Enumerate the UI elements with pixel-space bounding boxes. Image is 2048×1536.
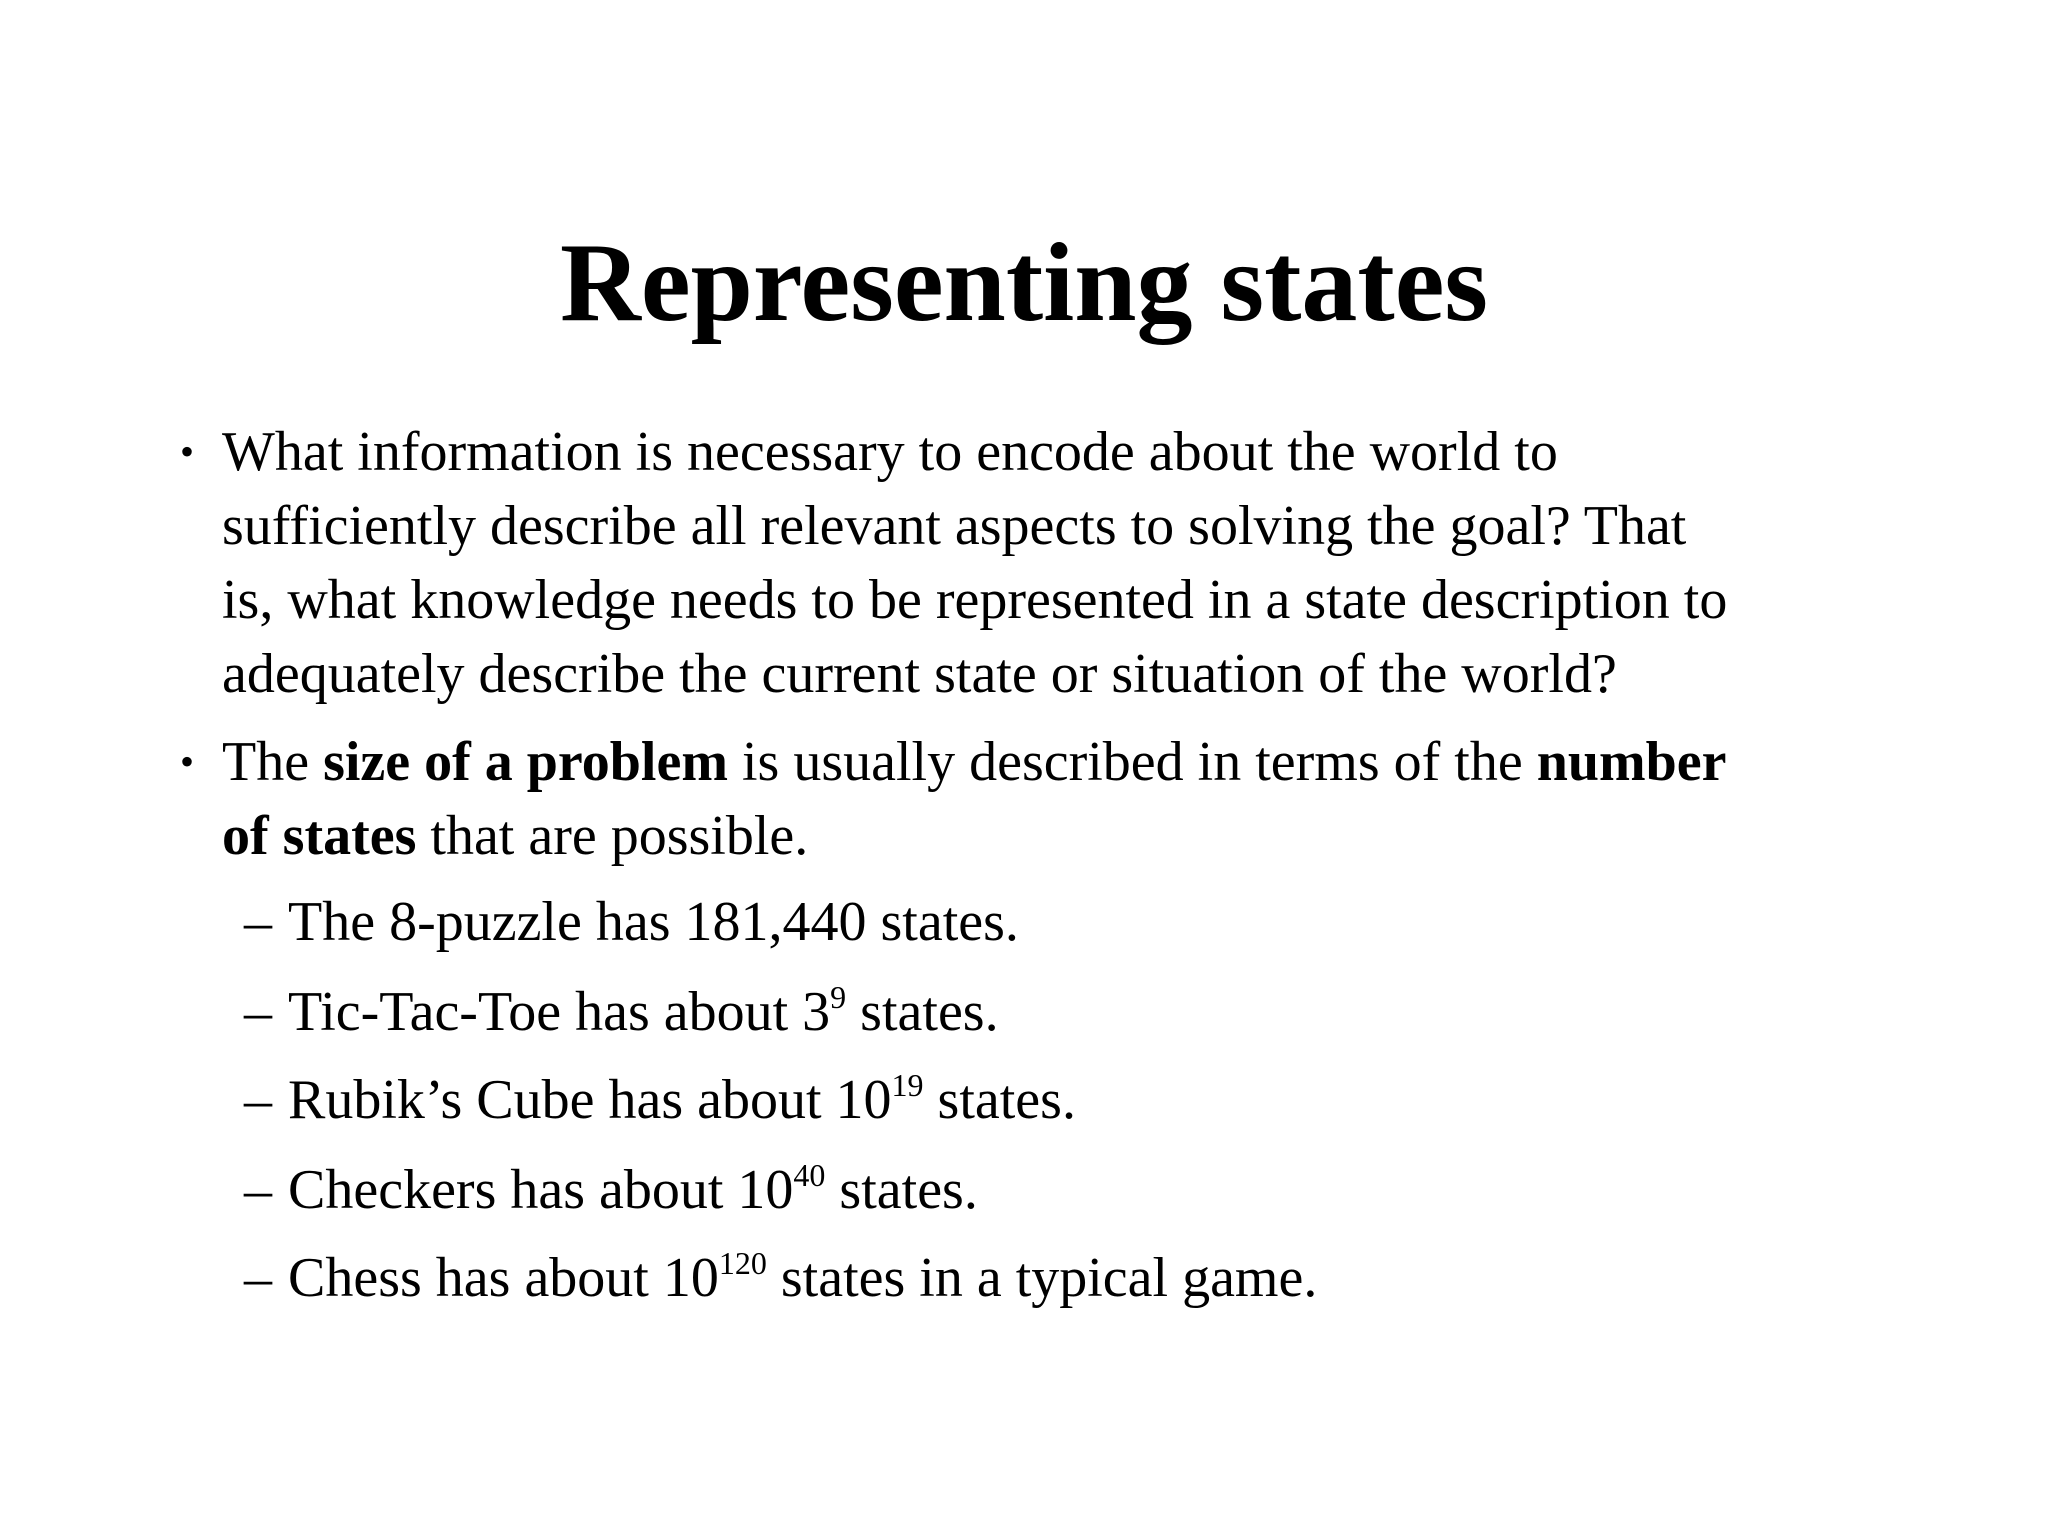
bullet-line: adequately describe the current state or situation of the world? <box>222 643 1617 705</box>
slide-title: Representing states <box>559 221 1489 345</box>
bullet-line: What information is necessary to encode about the world to <box>222 421 1558 483</box>
sub-item-chess <box>244 1241 1844 1315</box>
sub-item-text: states in a typical game. <box>766 1247 1318 1309</box>
text-run: that are possible. <box>416 805 809 867</box>
sub-item-text: Chess has about 10 <box>288 1247 719 1309</box>
sub-item-text: states. <box>923 1069 1076 1131</box>
bullet-text <box>222 725 1902 873</box>
sub-item-text: Rubik’s Cube has about 10 <box>288 1069 892 1131</box>
bullet-text <box>222 415 1902 711</box>
exponent: 120 <box>718 1245 767 1281</box>
sub-item-rubiks-cube <box>244 1063 1844 1137</box>
sub-item-text: Tic-Tac-Toe has about 3 <box>288 981 831 1043</box>
exponent: 9 <box>830 979 847 1015</box>
sub-item-tic-tac-toe <box>244 975 1844 1049</box>
sub-item-text: states. <box>846 981 999 1043</box>
bullet-marker: • <box>180 429 195 474</box>
sub-item-8-puzzle <box>244 885 1844 959</box>
bold-term-number: number <box>1536 731 1727 793</box>
bullet-line <box>222 799 1902 873</box>
bullet-line: sufficiently describe all relevant aspects to solving the goal? That <box>222 495 1687 557</box>
exponent: 19 <box>891 1067 924 1103</box>
dash-marker: – <box>244 891 272 953</box>
text-run: is usually described in terms of the <box>727 731 1537 793</box>
sub-item-text: The 8-puzzle has 181,440 states. <box>288 891 1019 953</box>
bullet-line <box>222 725 1902 799</box>
dash-marker: – <box>244 1159 272 1221</box>
dash-marker: – <box>244 1247 272 1309</box>
bullet-line: is, what knowledge needs to be represented in a state description to <box>222 569 1728 631</box>
sub-item-text: Checkers has about 10 <box>288 1159 794 1221</box>
sub-item-checkers <box>244 1153 1844 1227</box>
text-run: The <box>222 731 324 793</box>
bold-term-of-states: of states <box>222 805 417 867</box>
sub-item-text: states. <box>825 1159 978 1221</box>
dash-marker: – <box>244 1069 272 1131</box>
bullet-marker: • <box>180 739 195 784</box>
bold-term-size-of-problem: size of a problem <box>323 731 728 793</box>
exponent: 40 <box>793 1157 826 1193</box>
dash-marker: – <box>244 981 272 1043</box>
